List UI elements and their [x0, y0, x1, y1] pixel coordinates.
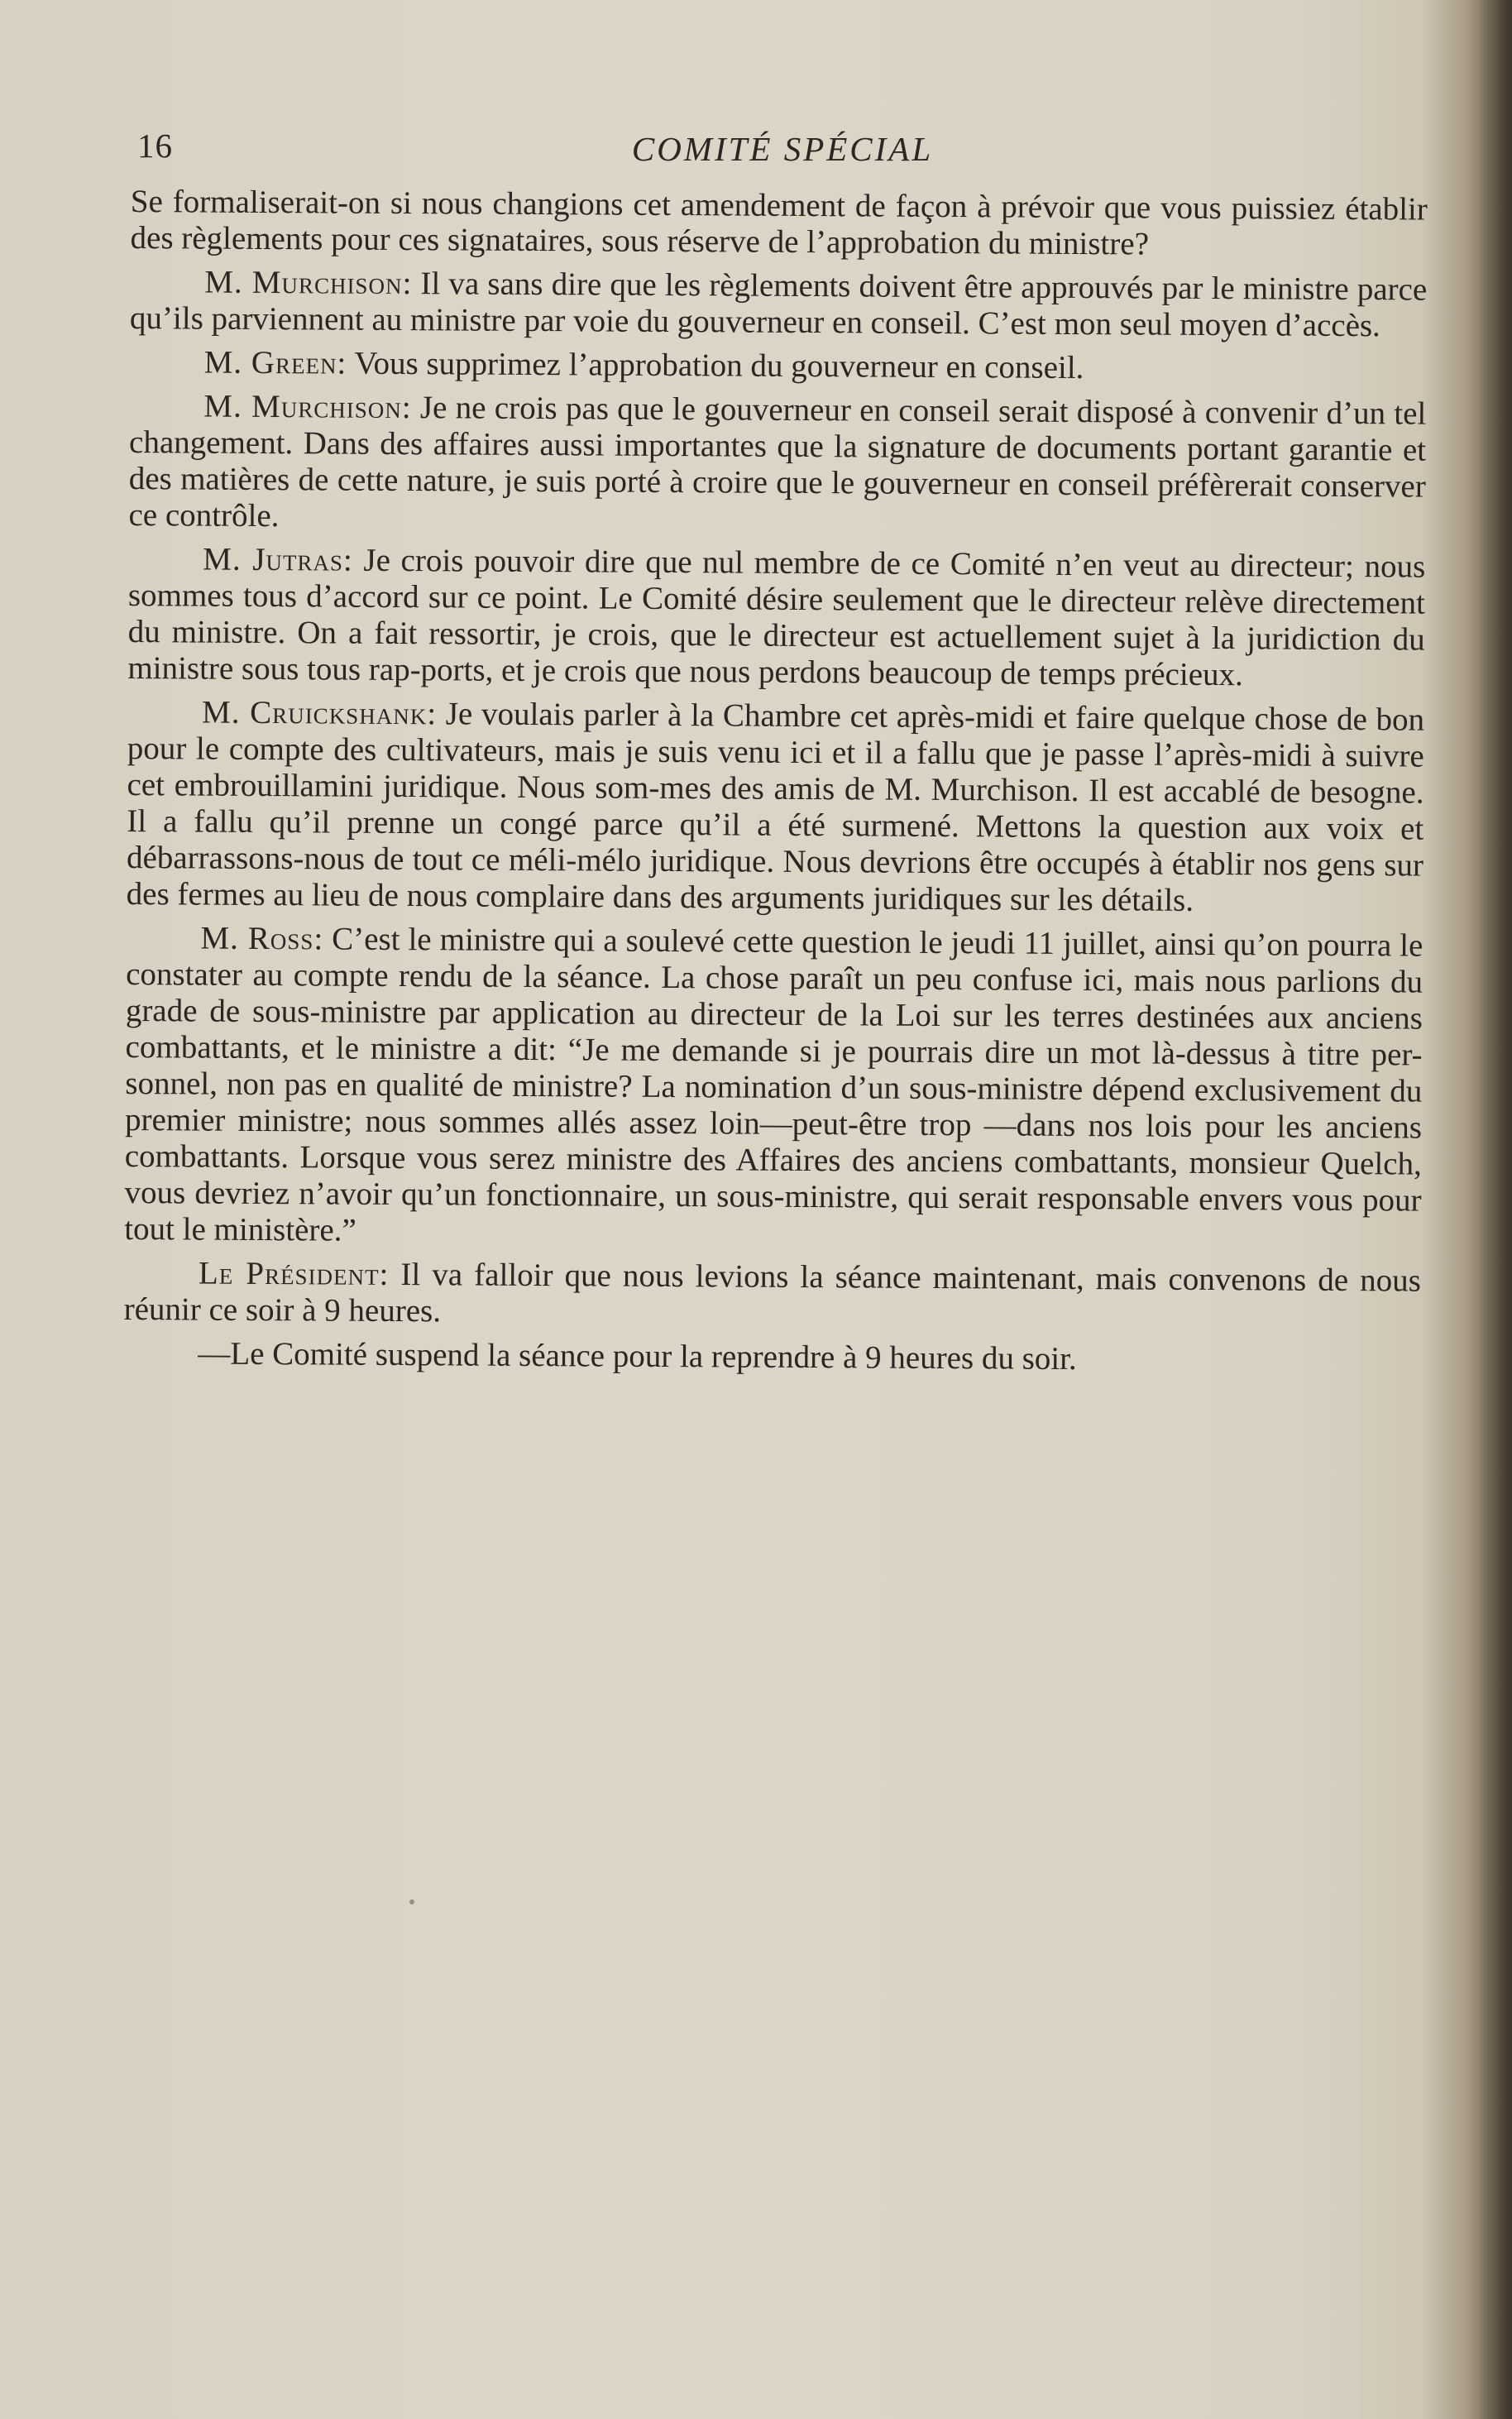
paragraph-text: —Le Comité suspend la séance pour la reprendre à 9 heures du soir.	[198, 1335, 1077, 1377]
paragraph-2	[130, 264, 1428, 345]
paragraph-text: Se formaliserait-on si nous changions cet amendement de façon à prévoir que vous puissiez établir des règlements pour ces signataires, sous réserve de l’approbation du ministre?	[130, 184, 1428, 262]
page-header	[137, 122, 1428, 172]
paragraph-text: Vous supprimez l’approbation du gouverneur en conseil.	[347, 345, 1084, 386]
paragraph-9	[123, 1335, 1420, 1380]
paragraph-4	[128, 388, 1426, 542]
paragraph-6	[127, 694, 1425, 921]
paper-speck	[409, 1899, 414, 1904]
paragraph-1	[130, 184, 1428, 265]
speaker-name: M. Green:	[203, 344, 347, 381]
paragraph-7	[124, 920, 1423, 1256]
paragraph-8	[124, 1255, 1422, 1336]
speaker-name: M. Murchison:	[203, 388, 412, 426]
running-title: COMITÉ SPÉCIAL	[631, 130, 934, 168]
speaker-name: M. Ross:	[200, 920, 324, 957]
speaker-name: M. Murchison:	[204, 264, 413, 302]
paragraph-text: Je crois pouvoir dire que nul membre de ce Comité n’en veut au directeur; nous sommes tous d’accord sur ce point. Le Comité désire seulement que le directeur relève directement du ministre. On a fait ressortir, je crois, que le directeur est actuellement sujet à la juridiction du ministre sous tous rap-ports, et je crois que nous perdons beaucoup de temps précieux.	[127, 542, 1426, 693]
paragraph-text: Il va sans dire que les règlements doivent être approuvés par le ministre parce qu’ils parviennent au ministre par voie du gouverneur en conseil. C’est mon seul moyen d’accès.	[129, 266, 1428, 344]
paragraph-3	[130, 344, 1427, 389]
speaker-name: M. Cruickshank:	[201, 694, 438, 732]
paragraph-text: Je ne crois pas que le gouverneur en conseil serait disposé à convenir d’un tel changement. Dans des affaires aussi importantes que la signature de documents portant garantie et des matières de cette nature, je suis porté à croire que le gouverneur en conseil préfèrerait conserver ce contrôle.	[128, 390, 1427, 534]
paragraph-text: C’est le ministre qui a soulevé cette question le jeudi 11 juillet, ainsi qu’on pourra le constater au compte rendu de la séance. La chose paraît un peu confuse ici, mais nous parlions du grade de sous-ministre par application au directeur de la Loi sur les terres destinées aux anciens combattants, et le ministre a dit: “Je me demande si je pourrais dire un mot là-dessus à titre per-sonnel, non pas en qualité de ministre? La nomination d’un sous-ministre dépend exclusivement du premier ministre; nous sommes allés assez loin—peut-être trop —dans nos lois pour les anciens combattants. Lorsque vous serez ministre des Affaires des anciens combattants, monsieur Quelch, vous devriez n’avoir qu’un fonctionnaire, un sous-ministre, qui serait responsable envers vous pour tout le ministère.”	[124, 921, 1423, 1248]
paragraph-text: Il va falloir que nous levions la séance maintenant, mais convenons de nous réunir ce soir à 9 heures.	[123, 1256, 1422, 1329]
speaker-name: Le Président:	[198, 1255, 390, 1292]
speaker-name: M. Jutras:	[203, 541, 353, 578]
body-text	[123, 184, 1428, 1387]
page-number: 16	[137, 127, 173, 165]
book-spine-shadow	[1479, 0, 1512, 2419]
paragraph-text: Je voulais parler à la Chambre cet après-midi et faire quelque chose de bon pour le compte des cultivateurs, mais je suis venu ici et il a fallu que je passe l’après-midi à suivre cet embrouillamini juridique. Nous som-mes des amis de M. Murchison. Il est accablé de besogne. Il a fallu qu’il prenne un congé parce qu’il a été surmené. Mettons la question aux voix et débarrassons-nous de tout ce méli-mélo juridique. Nous devrions être occupés à établir nos gens sur des fermes au lieu de nous complaire dans des arguments juridiques sur les détails.	[126, 696, 1425, 918]
paragraph-5	[127, 541, 1425, 695]
